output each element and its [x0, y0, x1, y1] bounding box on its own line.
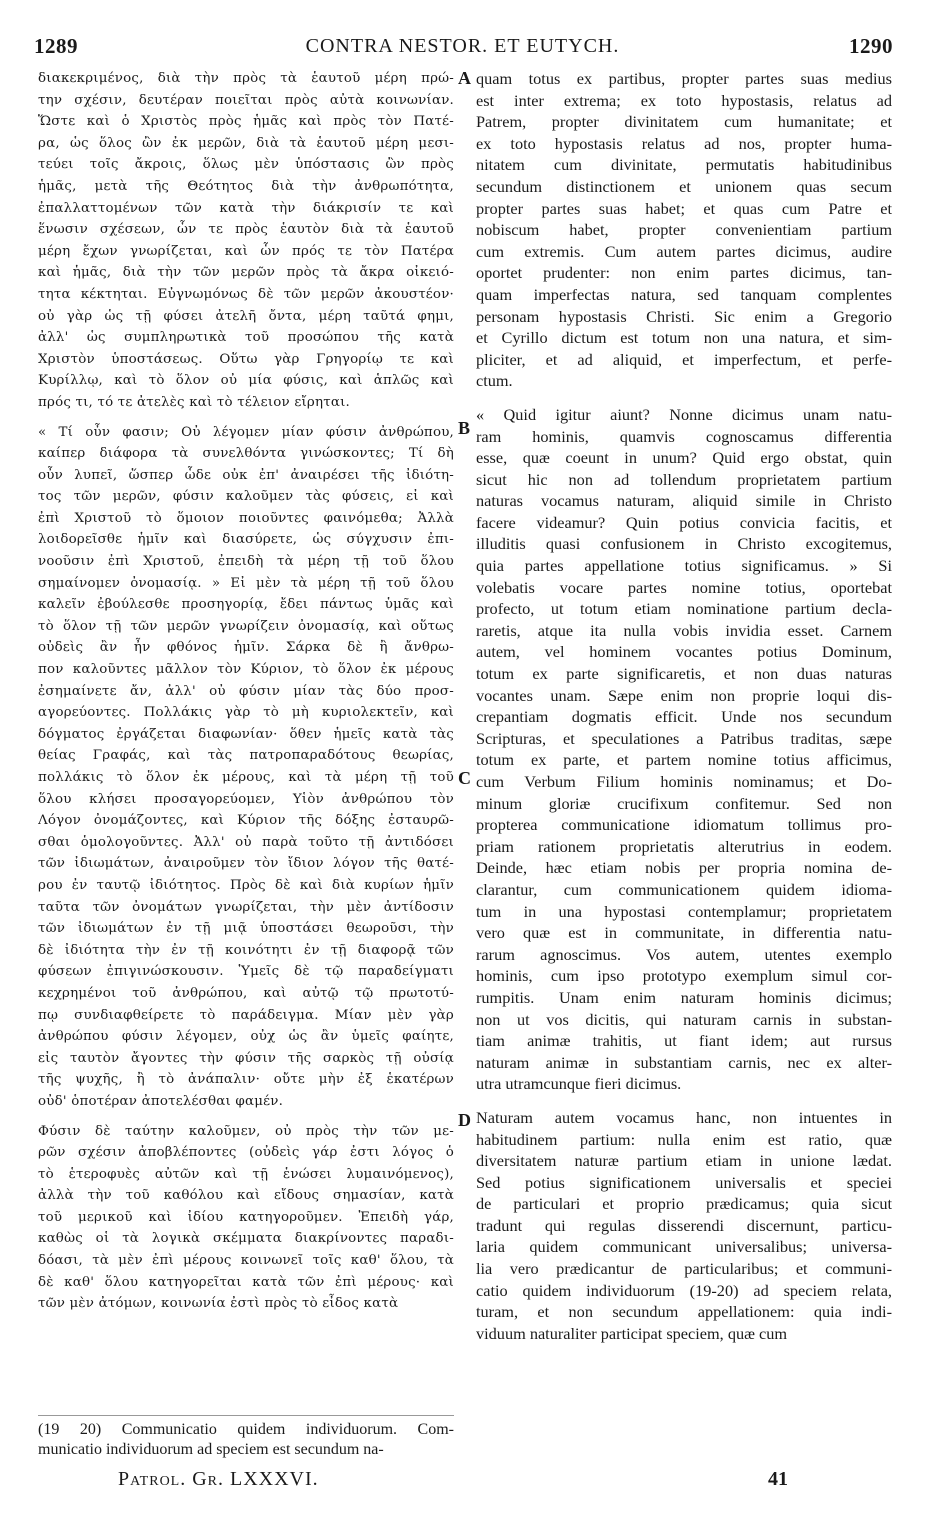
- text-line: volebatis vocare partes nomine totius, oportebat: [476, 577, 892, 597]
- text-line: nitatem cum divinitate, permutatis habitudinibus: [476, 155, 892, 175]
- text-line: tum in una hypostasi contemplamur; proprietatem: [476, 901, 892, 921]
- page-number-right: 1290: [849, 34, 893, 58]
- text-line: cum extremis. Cum autem partes dicimus, audire: [476, 241, 892, 261]
- text-line: quia partes appellatione totius significamus. » Si: [476, 556, 892, 576]
- text-line: τὸ ὅλον τῇ τῶν μερῶν γνωρίζειν ὀνομασίᾳ, καὶ οὕτως: [38, 618, 454, 634]
- text-line: ἀλλ' ὡς συμπληρωτικὰ τοῦ προσώπου τῆς κατὰ: [38, 330, 454, 346]
- text-line: τῶν μὲν ἀτόμων, κοινωνία ἐστὶ πρὸς τὸ εἶδος κατὰ: [38, 1296, 399, 1312]
- text-line: Naturam autem vocamus hanc, non intuentes in: [476, 1107, 892, 1127]
- text-line: habitudinem partium: nulla enim est ratio, quæ: [476, 1129, 892, 1149]
- margin-marker-b: B: [458, 418, 471, 438]
- text-line: de particulari et proprio prædicamus; quia sicut: [476, 1194, 892, 1214]
- text-line: εἰς ταυτὸν ἄγοντες τὴν φύσιν τῆς σαρκὸς τῇ οὐσίᾳ: [38, 1050, 454, 1066]
- text-line: κεχρημένοι τοῦ ἀνθρώπου, καὶ αὐτῷ τῷ πρωτοτύ-: [38, 985, 454, 1001]
- page-header: [0, 34, 925, 66]
- page-number-left: 1289: [34, 34, 78, 58]
- margin-marker-a: A: [458, 68, 471, 88]
- text-line: oportet prudenter: non enim partes dicimus, tan-: [476, 263, 892, 283]
- text-line: μέρη ἔχων γνωρίζεται, καὶ ὧν πρός τε τὸν Πατέρα: [38, 243, 454, 259]
- text-line: secundum distinctionem et unionem quas secum: [476, 176, 892, 196]
- text-line: νοοῦσιν ἐπὶ Χριστοῦ, ἐπειδὴ τὰ μέρη τῇ τοῦ ὅλου: [38, 554, 454, 570]
- text-line: ταῦτα τῶν ὀνομάτων γνωρίζεται, τὴν μὲν ἀντίδοσιν: [38, 899, 454, 915]
- text-line: αγορεύοντες. Πολλάκις γὰρ τὸ μὴ κυριολεκτεῖν, καὶ: [38, 705, 454, 721]
- text-line: autem, vel hominem vocantes potius Dominum,: [476, 642, 892, 662]
- text-line: utra utramcunque fieri dicimus.: [476, 1074, 682, 1094]
- text-line: ctum.: [476, 371, 513, 391]
- text-line: ἐσημαίνετε ἄν, ἀλλ' οὐ φύσιν μίαν τὰς δύο προσ-: [38, 683, 454, 699]
- page-footer: [0, 1468, 925, 1498]
- text-line: facere videamur? Quin potius convicia facitis, et: [476, 512, 892, 532]
- text-line: propter partes suas habet; et quas cum Patre et: [476, 198, 892, 218]
- text-line: οὐδεὶς ἂν ἦν φθόνος ἡμῖν. Σάρκα δὲ ἢ ἄνθρω-: [38, 640, 454, 656]
- text-line: hominis, cum ipso prototypo exemplum simul cor-: [476, 966, 892, 986]
- text-line: tiam animæ trahitis, ut fiant idem; aut rursus: [476, 1031, 892, 1051]
- text-line: viduum naturaliter participat speciem, quæ cum: [476, 1323, 788, 1343]
- text-line: pliciter, et ad aliquid, et imperfectum, et perfe-: [476, 349, 892, 369]
- latin-column: [476, 68, 892, 1344]
- text-line: vero quæ est in communitate, in differentia natu-: [476, 923, 892, 943]
- text-line: ρῶν σχέσιν ἀποβλέποντες (οὐδεὶς γάρ ἐστι λόγος ὁ: [38, 1145, 454, 1161]
- text-line: θείας Γραφάς, καὶ τὰς πατροπαραδότους θεωρίας,: [38, 748, 454, 764]
- text-line: πολλάκις τὸ ὅλον ἐκ μέρους, καὶ τὰ μέρη τῇ τοῦ: [38, 770, 454, 785]
- margin-marker-d: D: [458, 1110, 471, 1130]
- text-line: τὸ ἑτεροφυὲς αὐτῶν καὶ τῇ ἑνώσει λυμαινόμενος),: [38, 1166, 454, 1182]
- running-title: CONTRA NESTOR. ET EUTYCH.: [305, 35, 620, 57]
- text-line: tradunt qui regulas disserendi discernunt, particu-: [476, 1215, 892, 1235]
- text-line: λοιδορεῖσθε ἡμῖν καὶ διασύρετε, ὡς σύγχυσιν ἐπι-: [38, 532, 454, 548]
- text-line: πῳ συνδιαφθείρετε τὸ παράδειγμα. Μίαν μὲν γὰρ: [38, 1007, 454, 1023]
- footnote-rule: [38, 1415, 454, 1416]
- text-line: Χριστὸν ὑποστάσεως. Οὕτω γὰρ Γρηγορίῳ τε καὶ: [38, 351, 454, 367]
- text-line: πον καλοῦντες μᾶλλον τὸν Κύριον, τὸ ὅλον ἐκ μέρους: [38, 662, 454, 678]
- text-line: τεύει τοῖς ἄκροις, ὅλως μὲν ὑπόστασις ὢν πρὸς: [38, 157, 454, 173]
- greek-paragraph-2: [38, 422, 454, 1113]
- text-line: non ut vos dicitis, qui naturam carnis in substan-: [476, 1009, 892, 1029]
- greek-paragraph-3: [38, 1121, 454, 1315]
- text-line: ἡμᾶς, μετὰ τῆς Θεότητος διὰ τὴν ἀνθρωπότητα,: [38, 178, 454, 194]
- text-line: οὐδ' ὁποτέραν ἀποτελέσθαι φαμέν.: [38, 1093, 284, 1109]
- text-line: τῶν ἰδιωμάτων, ἀναιροῦμεν τὸν ἴδιον λόγον τῆς θατέ-: [38, 856, 454, 872]
- text-line: φύσεων ἐπιγινώσκουσιν. Ὑμεῖς δὲ τῷ παραδείγματι: [38, 964, 454, 980]
- text-line: σημαίνομεν ὀνομασίᾳ. » Εἰ μὲν τὰ μέρη τῇ τοῦ ὅλου: [38, 575, 454, 591]
- greek-column: [38, 68, 454, 1315]
- text-line: totum ex parte, et partem nomine totius afficimus,: [476, 750, 892, 770]
- text-line: καθὼς οἱ τὰ λογικὰ σκέμματα διακρίνοντες παραδι-: [38, 1231, 454, 1247]
- text-line: catio quidem individuorum (19-20) ad speciem relata,: [476, 1280, 892, 1300]
- text-line: quam totus ex partibus, propter partes suas medius: [476, 69, 892, 88]
- text-line: sicut hic non ad tollendum proprietatem partium: [476, 469, 892, 489]
- text-line: ἐπαλλαττομένων τῶν κατὰ τὴν διάκρισίν τε καὶ: [38, 200, 454, 216]
- text-line: ἀλλὰ τὴν τοῦ καθόλου καὶ εἴδους σημασίαν, κατὰ: [38, 1188, 454, 1204]
- text-line: rumpitis. Unam enim naturam hominis dicimus;: [476, 987, 892, 1007]
- text-line: laria quidem communicant universalibus; universa-: [476, 1237, 892, 1257]
- text-line: rarum agnoscimus. Vos autem, utentes exemplo: [476, 944, 892, 964]
- text-line: δόγματος ἐργάζεται διαφωνίαν· ὅθεν ἡμεῖς κατὰ τὰς: [38, 726, 454, 742]
- text-line: minum gloriæ crucifixum confitemur. Sed non: [476, 793, 892, 813]
- text-line: ex toto hypostasis relatus ad nos, propter huma-: [476, 133, 892, 153]
- text-line: clarantur, cum communicationem quidem idioma-: [476, 879, 892, 899]
- greek-paragraph-1: [38, 68, 454, 414]
- text-line: personam hypostasis Christi. Sic enim a Gregorio: [476, 306, 892, 326]
- text-line: nobiscum habet, propter convenientiam partium: [476, 220, 892, 240]
- text-line: municatio individuorum ad speciem est secundum na-: [38, 1441, 384, 1458]
- text-line: ἀνθρώπου φύσιν λέγομεν, οὐχ ὡς ἂν ὑμεῖς φαίητε,: [38, 1029, 454, 1045]
- text-line: cum Verbum Filium hominis nominamus; et Do-: [476, 772, 892, 791]
- text-line: σθαι ὁμολογοῦντες. Ἀλλ' οὐ παρὰ τοῦτο τῇ ἀντιδόσει: [38, 834, 454, 850]
- latin-paragraph-2: [476, 404, 892, 1095]
- text-line: ram hominis, quamvis cognoscamus differentia: [476, 426, 892, 446]
- text-line: καίπερ διάφορα τὰ συνελθόντα γινώσκοντες; Τί δὴ: [38, 446, 454, 462]
- text-line: naturas vocamus naturam, aliquid simile in Christo: [476, 491, 892, 511]
- text-line: lia vero prædicantur de particularibus; et communi-: [476, 1259, 892, 1279]
- text-line: καὶ ἡμᾶς, διὰ τὴν τῶν μερῶν πρὸς τὰ ἄκρα οἰκειό-: [38, 265, 454, 281]
- text-line: naturam animæ in substantiam carnis, nec ex alter-: [476, 1052, 892, 1072]
- text-line: καλεῖν ἐβούλεσθε προσηγορίᾳ, ἔδει πάντως ὑμᾶς καὶ: [38, 597, 454, 613]
- text-line: illuditis quasi confusionem in Christo excogitemus,: [476, 534, 892, 554]
- text-line: vocantes unam. Sæpe enim non proprie loqui dis-: [476, 685, 892, 705]
- text-line: τῶν ἰδιωμάτων ἐν τῇ μιᾷ ὑποστάσει θεωροῦσι, τὴν: [38, 921, 454, 937]
- text-line: « Τί οὖν φασιν; Οὐ λέγομεν μίαν φύσιν ἀνθρώπου,: [38, 424, 454, 440]
- text-line: raretis, atque ita nulla vobis invidia esset. Carnem: [476, 620, 892, 640]
- text-line: quam imperfectas natura, sed tanquam complentes: [476, 284, 892, 304]
- text-line: « Quid igitur aiunt? Nonne dicimus unam natu-: [476, 404, 892, 424]
- text-line: ὅλου κλήσει προσαγορεύομεν, Υἱὸν ἀνθρώπου τὸν: [38, 791, 454, 807]
- text-line: Λόγον ὀνομάζοντες, καὶ Κύριον τῆς δόξης ἐσταυρῶ-: [38, 813, 454, 829]
- text-line: Ὥστε καὶ ὁ Χριστὸς πρὸς ἡμᾶς καὶ πρὸς τὸν Πατέ-: [38, 114, 454, 130]
- text-line: (19 20) Communicatio quidem individuorum. Com-: [38, 1421, 454, 1438]
- margin-marker-c: C: [458, 768, 471, 788]
- text-line: Patrem, propter divinitatem cum humanitate; et: [476, 112, 892, 132]
- text-line: τοῦ μερικοῦ καὶ ἰδίου κατηγοροῦμεν. Ἐπειδὴ γάρ,: [38, 1209, 454, 1225]
- text-line: priam rationem proprietatis alterutrius in eodem.: [476, 836, 892, 856]
- text-line: propterea communicatione idiomatum tollimus pro-: [476, 815, 892, 835]
- signature-mark: Patrol. Gr. LXXXVI.: [118, 1468, 319, 1490]
- text-line: την σχέσιν, δευτέραν ποιεῖται πρὸς αὐτὰ κοινωνίαν.: [38, 92, 454, 108]
- text-line: turam, et non secundum appellationem: quia indi-: [476, 1302, 892, 1322]
- latin-paragraph-1: [476, 68, 892, 392]
- text-line: τος τῶν μερῶν, φύσιν καλοῦμεν τὰς φύσεις, εἰ καὶ: [38, 489, 454, 505]
- text-line: δὲ ἰδιότητα τὴν ἐν τῇ κοινότητι ἐν τῇ διαφορᾷ τῶν: [38, 942, 454, 958]
- text-line: τῆς ψυχῆς, ἢ τὸ ἀνάπαλιν· οὔτε μὴν ἐξ ἑκατέρων: [38, 1072, 454, 1088]
- text-line: ρου ἐν ταυτῷ ἰδιότητος. Πρὸς δὲ καὶ διὰ κυρίων ἡμῖν: [38, 877, 454, 893]
- text-line: διακεκριμένος, διὰ τὴν πρὸς τὰ ἑαυτοῦ μέρη πρώ-: [38, 71, 454, 86]
- text-line: esse, quæ coeunt in unum? Quid ergo obstat, quin: [476, 448, 892, 468]
- text-line: Sed potius significationem universalis et speciei: [476, 1172, 892, 1192]
- text-line: οὖν λυπεῖ, ὥσπερ ὧδε οὐκ ἐπ' ἀναιρέσει τῆς ἰδιότη-: [38, 467, 454, 483]
- text-line: est inter extrema; ex toto hypostasis, relatus ad: [476, 90, 892, 110]
- sheet-number: 41: [768, 1468, 788, 1490]
- text-line: ρα, ὡς ὅλος ὢν ἐκ μερῶν, διὰ τὰ ἑαυτοῦ μέρη μεσι-: [38, 135, 454, 151]
- text-line: Κυρίλλῳ, καὶ τὸ ὅλον οὐ μία φύσις, καὶ ἁπλῶς καὶ: [38, 373, 454, 389]
- text-line: οὐ γὰρ ὡς τῇ φύσει ἀτελῆ ὄντα, μέρη ταῦτά φημι,: [38, 308, 454, 324]
- footnote: [38, 1420, 454, 1460]
- text-line: δόασι, τὰ μὲν ἐπὶ μέρους κοινωνεῖ τοῖς καθ' ὅλου, τὰ: [38, 1253, 454, 1269]
- text-line: Scripturas, et speculationes a Patribus traditas, sæpe: [476, 728, 892, 748]
- text-line: profecto, ut totum etiam nominatione partium decla-: [476, 599, 892, 619]
- text-line: πρός τι, τό τε ἀτελὲς καὶ τὸ τέλειον εἴρηται.: [38, 394, 350, 410]
- text-line: totum ex parte significaretis, et non duas naturas: [476, 664, 892, 684]
- text-line: ἐπὶ Χριστοῦ τὸ ὅμοιον ποιοῦντες φαινόμεθα; Ἀλλὰ: [38, 510, 454, 526]
- text-line: crepantiam dogmatis efficit. Unde nos secundum: [476, 707, 892, 727]
- text-line: τητα κέκτηται. Εὐγνωμόνως δὲ τῶν μερῶν ἀκουστέον·: [38, 286, 454, 302]
- text-line: diversitatem naturæ partium etiam in unione lædat.: [476, 1151, 892, 1171]
- text-line: Φύσιν δὲ ταύτην καλοῦμεν, οὐ πρὸς τὴν τῶν με-: [38, 1123, 454, 1139]
- latin-paragraph-3: [476, 1107, 892, 1345]
- text-line: ἕνωσιν σχέσεων, ὧν τε πρὸς ἑαυτὸν διὰ τὰ ἑαυτοῦ: [38, 222, 454, 238]
- text-line: Deinde, hæc etiam nobis per propria nomina de-: [476, 858, 892, 878]
- text-line: et Cyrillo dictum est totum non una natura, et sim-: [476, 328, 892, 348]
- text-line: δὲ καθ' ὅλου κατηγορεῖται κατὰ τῶν ἐπὶ μέρους· καὶ: [38, 1274, 454, 1290]
